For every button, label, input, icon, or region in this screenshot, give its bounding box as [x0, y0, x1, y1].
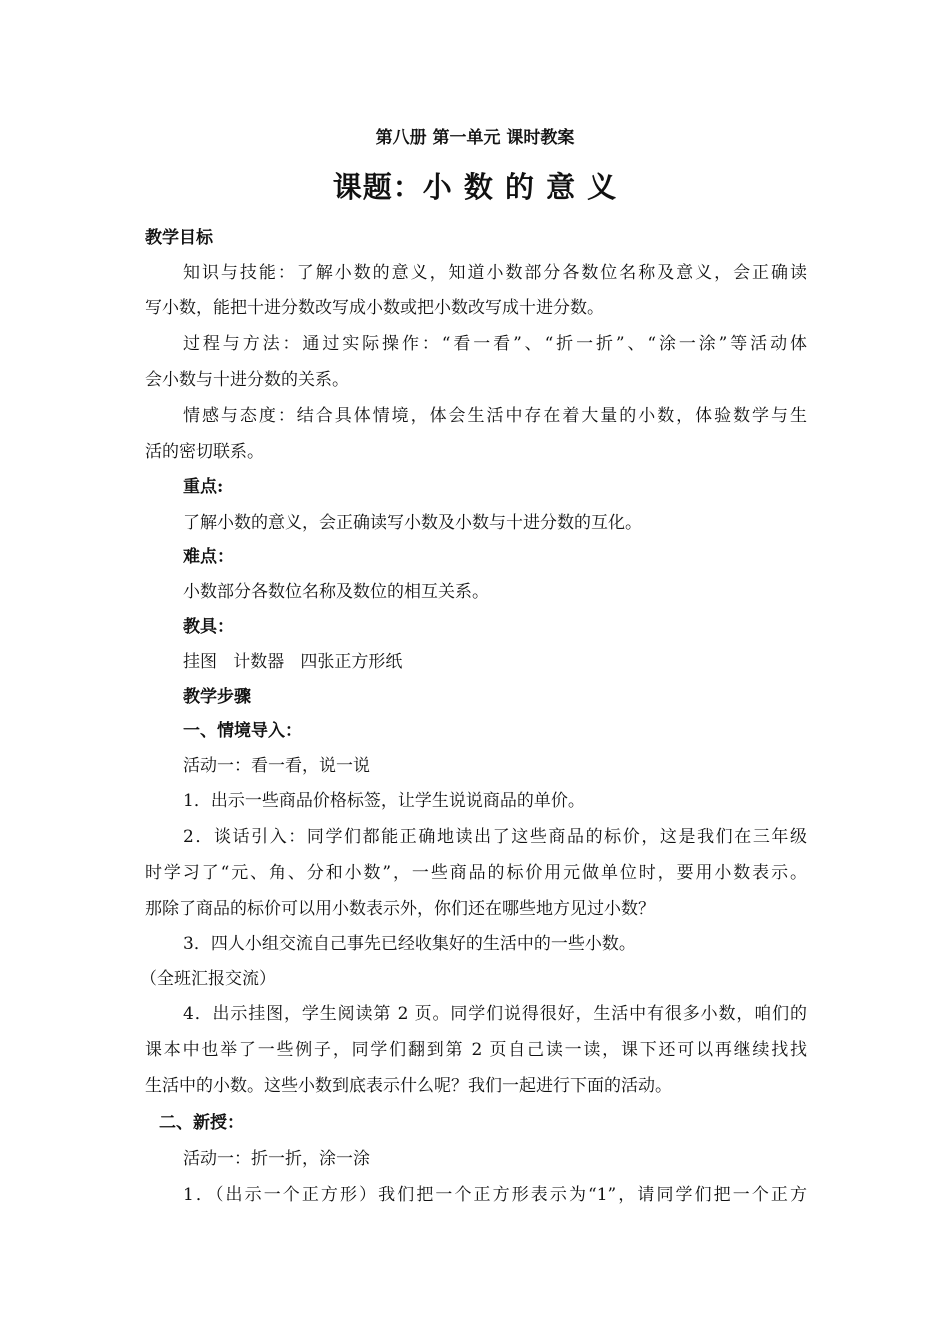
- section1-paragraph1: 1．出示一些商品价格标签，让学生说说商品的单价。: [183, 791, 585, 811]
- section1-paragraph2-line1: 2．谈话引入：同学们都能正确地读出了这些商品的标价，这是我们在三年级: [183, 827, 807, 847]
- tools-heading: 教具：: [183, 617, 234, 637]
- section1-paragraph2-line2: 时学习了“元、角、分和小数”，一些商品的标价用元做单位时，要用小数表示。: [145, 863, 807, 883]
- section1-paragraph4-line3: 生活中的小数。这些小数到底表示什么呢？我们一起进行下面的活动。: [145, 1076, 672, 1096]
- section1-paragraph2-line3: 那除了商品的标价可以用小数表示外，你们还在哪些地方见过小数？: [145, 899, 655, 919]
- objectives-heading: 教学目标: [145, 228, 213, 248]
- document-subtitle: 第八册 第一单元 课时教案: [375, 128, 575, 148]
- section2-heading: 二、新授：: [159, 1113, 244, 1133]
- section1-paragraph3-note: （全班汇报交流）: [140, 969, 276, 989]
- document-title: 课题：小 数 的 意 义: [332, 170, 618, 204]
- section1-paragraph3: 3．四人小组交流自己事先已经收集好的生活中的一些小数。: [183, 934, 636, 954]
- objective-emotion-line2: 活的密切联系。: [145, 442, 264, 462]
- key-point-heading: 重点:: [183, 477, 224, 497]
- objective-process-line2: 会小数与十进分数的关系。: [145, 370, 349, 390]
- difficulty-text: 小数部分各数位名称及数位的相互关系。: [183, 582, 489, 602]
- objective-process-line1: 过程与方法：通过实际操作：“看一看”、“折一折”、“涂一涂”等活动体: [183, 334, 807, 354]
- tools-text: 挂图 计数器 四张正方形纸: [183, 652, 403, 672]
- key-point-text: 了解小数的意义，会正确读写小数及小数与十进分数的互化。: [183, 513, 642, 533]
- section2-activity: 活动一：折一折，涂一涂: [183, 1149, 370, 1169]
- difficulty-heading: 难点：: [183, 547, 234, 567]
- section1-paragraph4-line1: 4．出示挂图，学生阅读第 2 页。同学们说得很好，生活中有很多小数，咱们的: [183, 1004, 807, 1024]
- objective-emotion-line1: 情感与态度：结合具体情境，体会生活中存在着大量的小数，体验数学与生: [183, 406, 807, 426]
- steps-heading: 教学步骤: [183, 687, 251, 707]
- section1-heading: 一、情境导入：: [183, 721, 302, 741]
- objective-knowledge-line1: 知识与技能：了解小数的意义，知道小数部分各数位名称及意义，会正确读: [183, 263, 807, 283]
- objective-knowledge-line2: 写小数，能把十进分数改写成小数或把小数改写成十进分数。: [145, 298, 604, 318]
- section1-activity: 活动一：看一看，说一说: [183, 756, 370, 776]
- section2-paragraph1-line1: 1．（出示一个正方形）我们把一个正方形表示为“1”，请同学们把一个正方: [183, 1185, 807, 1205]
- section1-paragraph4-line2: 课本中也举了一些例子，同学们翻到第 2 页自己读一读，课下还可以再继续找找: [145, 1040, 807, 1060]
